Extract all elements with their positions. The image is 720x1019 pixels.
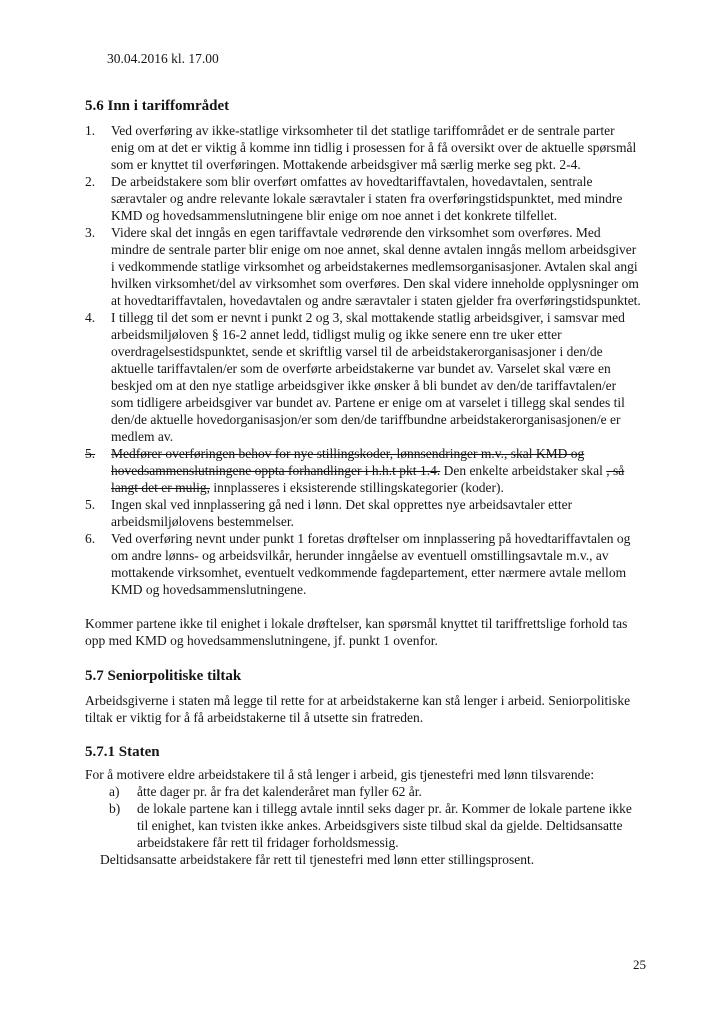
item-text: Ingen skal ved innplassering gå ned i lønn. Det skal opprettes nye arbeidsavtaler etter arbeidsmiljølovens bestemmelser. [111, 497, 573, 529]
section-5-7-paragraph: Arbeidsgiverne i staten må legge til rette for at arbeidstakerne kan stå lenger i arbeid. Seniorpolitiske tiltak er viktig for å få arbeidstakerne til å utsette sin fratreden. [85, 693, 631, 725]
struck-text: Medfører overføringen behov for nye stillingskoder, lønnsendringer m.v., skal KMD og hovedsammenslutningene oppta forhandlinger i h.h.t pkt 1.4. [111, 446, 585, 478]
item-text: Ved overføring nevnt under punkt 1 foretas drøftelser om innplassering på hovedtariffavtalen og om andre lønns- og arbeidsvilkår, herunder inngåelse av eventuell omstillingsavtale m.v., av mottakende virksomhet, eventuelt vedkommende fagdepartement, etter nærmere avtale mellom KMD og hovedsammenslutningene. [111, 531, 631, 597]
normal-text: Den enkelte arbeidstaker skal [443, 463, 603, 478]
item-text: Ved overføring av ikke-statlige virksomheter til det statlige tariffområdet er de sentrale parter enig om at det er viktig å komme inn tidlig i prosessen for å få oversikt over de aktuelle spørsmål som er knyttet til overføringen. Mottakende arbeidsgiver må særlig merke seg pkt. 2-4. [111, 123, 637, 172]
list-item-2 [85, 173, 641, 224]
header-datetime: 30.04.2016 kl. 17.00 [107, 51, 219, 66]
item-number: 6. [85, 531, 96, 546]
list-item-a [109, 783, 641, 800]
item-number: 4. [85, 310, 96, 325]
list-item-5-struck [85, 445, 641, 496]
item-text [111, 445, 641, 496]
section-5-7-1-list [109, 783, 641, 851]
item-text: De arbeidstakere som blir overført omfattes av hovedtariffavtalen, hovedavtalen, sentrale særavtaler og andre relevante lokale særavtaler i staten fra overføringstidspunktet, med mindre KMD og hovedsammenslutningene blir enige om noe annet i det konkrete tilfellet. [111, 174, 623, 223]
section-5-6-list [85, 122, 641, 598]
page-content [85, 50, 641, 868]
list-item-5 [85, 496, 641, 530]
section-5-6-closing-paragraph: Kommer partene ikke til enighet i lokale drøftelser, kan spørsmål knyttet til tariffrettslige forhold tas opp med KMD og hovedsammenslutningene, jf. punkt 1 ovenfor. [85, 616, 628, 648]
item-text: de lokale partene kan i tillegg avtale inntil seks dager pr. år. Kommer de lokale partene ikke til enighet, kan tvisten ikke ankes. Arbeidsgivers siste tilbud skal da gjelde. Deltidsansatte arbeidstakere får rett til fridager forholdsmessig. [137, 801, 632, 850]
item-number: 1. [85, 123, 96, 138]
list-item-6 [85, 530, 641, 598]
section-5-7-heading: 5.7 Seniorpolitiske tiltak [85, 668, 242, 684]
list-item-4 [85, 309, 641, 445]
struck-text: , så langt det er mulig, [111, 463, 625, 495]
item-letter: b) [109, 801, 121, 816]
page-number: 25 [633, 957, 646, 972]
item-number: 5. [85, 497, 96, 512]
item-number: 3. [85, 225, 96, 240]
list-item-1 [85, 122, 641, 173]
item-text: I tillegg til det som er nevnt i punkt 2 og 3, skal mottakende statlig arbeidsgiver, i samsvar med arbeidsmiljøloven § 16-2 annet ledd, tidligst mulig og ikke senere enn tre uker etter overdragelsestidspunktet, sende et skriftlig varsel til de arbeidstakerorganisasjoner i den/de aktuelle tariffavtalen/er som de overførte arbeidstakerne var bundet av. Varselet skal være en beskjed om at den nye statlige arbeidsgiver ikke ønsker å bli bundet av den/de tariffavtalen/er som tidligere arbeidsgiver var bundet av. Partene er enige om at varselet i tillegg skal sendes til den/de aktuelle hovedorganisasjon/er som den/de tariffbundne arbeidstakerorganisasjonen/e er medlem av. [111, 310, 625, 444]
section-5-6-heading: 5.6 Inn i tariffområdet [85, 98, 230, 114]
item-number: 2. [85, 174, 96, 189]
list-item-3 [85, 224, 641, 309]
section-5-7-1-intro: For å motivere eldre arbeidstakere til å stå lenger i arbeid, gis tjenestefri med lønn tilsvarende: [85, 767, 595, 782]
item-text: åtte dager pr. år fra det kalenderåret man fyller 62 år. [137, 784, 422, 799]
item-text: Videre skal det inngås en egen tariffavtale vedrørende den virksomhet som overføres. Med mindre de sentrale parter blir enige om noe annet, skal denne avtalen inngås mellom arbeidsgiver i vedkommende statlige virksomhet og arbeidstakernes medlemsorganisasjoner. Avtalen skal angi hvilken virksomhet/del av virksomhet som overføres. Den skal videre inneholde opplysninger om at hovedtariffavtalen, hovedavtalen og andre særavtaler i staten gjelder fra overføringstidspunktet. [111, 225, 641, 308]
section-5-7-1-closing-line: Deltidsansatte arbeidstakere får rett til tjenestefri med lønn etter stillingsprosent. [100, 852, 535, 867]
normal-text: innplasseres i eksisterende stillingskategorier (koder). [213, 480, 504, 495]
item-number-struck: 5. [85, 446, 96, 461]
section-5-7-1-heading: 5.7.1 Staten [85, 744, 160, 760]
item-letter: a) [109, 784, 120, 799]
list-item-b [109, 800, 641, 851]
